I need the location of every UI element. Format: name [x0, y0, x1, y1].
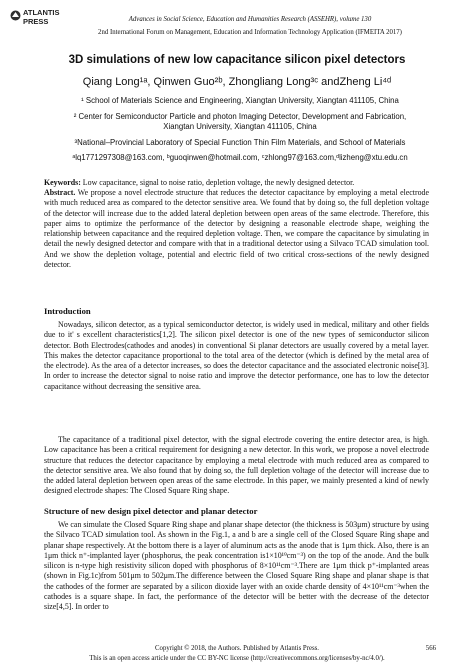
intro-paragraph-1: Nowadays, silicon detector, as a typical semiconductor detector, is widely used in medical, military and other fields due to it' s excellent characteristics[1,2]. The silicon pixel detector is one of the new types of semiconductor silicon detector. Both Electrodes(cathodes and anodes) in conventional Si planar detectors are usually covered by a metal layer. This makes the detector capacitance proportional to the total area of the detector (which is defined by the metal area of the electrode). As the area of a detector increases, so does the detector capacitance and the associated electronic noise[3]. In order to increase the detector signal to noise ratio and improve the detector performance, one has to low the detector capacitance without decreasing the sensitive area.: [44, 320, 429, 391]
keywords-label: Keywords:: [44, 178, 81, 187]
abstract: [44, 188, 429, 270]
paper-title: 3D simulations of new low capacitance silicon pixel detectors: [68, 54, 406, 66]
affiliation-1: ¹ School of Materials Science and Engineering, Xiangtan University, Xiangtan 411105, China: [81, 96, 399, 105]
affiliation-2: ² Center for Semiconductor Particle and photon Imaging Detector, Development and Fabrication,: [73, 112, 407, 121]
footer-copyright: Copyright © 2018, the Authors. Published by Atlantis Press.: [155, 645, 319, 652]
abstract-label: Abstract.: [44, 188, 76, 197]
logo-text: [23, 8, 60, 26]
author-list: Qiang Long¹ᵃ, Qinwen Guo²ᵇ, Zhongliang Long³ᶜ andZheng Li⁴ᵈ: [82, 76, 392, 88]
keywords: [44, 178, 429, 188]
intro-paragraph-2: The capacitance of a traditional pixel detector, with the signal electrode covering the entire detector area, is high. Low capacitance has been a critical requirement for designing a new detector. In this work, we propose a novel electrode structure that reduces the detector capacitance by employing a metal electrode with much reduced area as compared to the detector sensitive area. We also found that by doing so, the full depletion voltage of the detector will increase due to the added lateral depletion between open areas of the same electrode. In this paper, we mainly presented a kind of newly designed electrode shapes: The Closed Square Ring shape.: [44, 435, 429, 496]
affiliation-3: ³National–Provincial Laboratory of Special Function Thin Film Materials, and School of Materials: [74, 138, 406, 147]
running-header-line-2: 2nd International Forum on Management, Education and Information Technology Application (IFMEITA 2017): [98, 29, 402, 36]
affiliation-2-cont: Xiangtan University, Xiangtan 411105, China: [163, 122, 317, 131]
intro-heading: Introduction: [44, 306, 91, 316]
publisher-logo: [10, 8, 60, 38]
abstract-text: We propose a novel electrode structure that reduces the detector capacitance by employing a metal electrode with much reduced area as compared to the detector sensitive area. We found that by doing so, the full depletion voltage of the detector will increase due to the added lateral depletion between open areas of the same electrode. Therefore, this paper aims to optimize the performance of the detector by designing a reasonable electrode shape, weighing the relationship between capacitance and the required depletion voltage. Then, we compare the capacitance by simulating in detail the newly designed detector and compare with that in a traditional detector using a Silvaco TCAD simulation tool. And we show the depletion voltage, potential and electric field of two critical cross-sections of the newly designed detector.: [44, 188, 429, 270]
footer-license: This is an open access article under the CC BY-NC license (http://creativecommons.org/licenses/by-nc/4.0/).: [89, 655, 385, 662]
logo-line-2: PRESS: [23, 17, 49, 26]
keywords-text: Low capacitance, signal to noise ratio, depletion voltage, the newly designed detector.: [80, 178, 355, 187]
section2-heading: Structure of new design pixel detector and planar detector: [44, 506, 258, 516]
page-number: 566: [425, 645, 436, 652]
atlantis-press-logo-icon: [10, 10, 21, 21]
author-emails: ᵃlq1771297308@163.com, ᵇguoqinwen@hotmail.com, ᶜzhlong97@163.com,ᵈlizheng@xtu.edu.cn: [72, 153, 408, 162]
running-header-line-1: Advances in Social Science, Education and Humanities Research (ASSEHR), volume 130: [128, 16, 372, 23]
section2-paragraph-1: We can simulate the Closed Square Ring shape and planar shape detector (the thickness is 503μm) structure by using the Silvaco TCAD simulation tool. As shown in the Fig.1, a and b are a single cell of the Closed Square Ring shape and planar shape respectively. At the bottom there is a layer of aluminum acts as the anode that is 1μm thick. Also, there is an 1μm thick n⁺-implanted layer (phosphorus, the peak concentration is1×10¹⁹cm⁻³) on the top of the anode. And the bulk silicon is n-type high resistivity silicon doped with phosphorus of 8×10¹¹cm⁻³.There are 1μm thick p⁺-implanted areas (shown in Fig.1c)from 501μm to 502μm.The difference between the Closed Square Ring shape and planar shape is that the cathodes of the former are separated by a silicon dioxide layer with an oxide charde density of 4×10¹¹cm⁻³when the cathodes is a square shape. In fact, the performance of the detector will be better with the decrease of the detector size[4,5]. In order to: [44, 520, 429, 612]
logo-line-1: ATLANTIS: [23, 8, 60, 17]
